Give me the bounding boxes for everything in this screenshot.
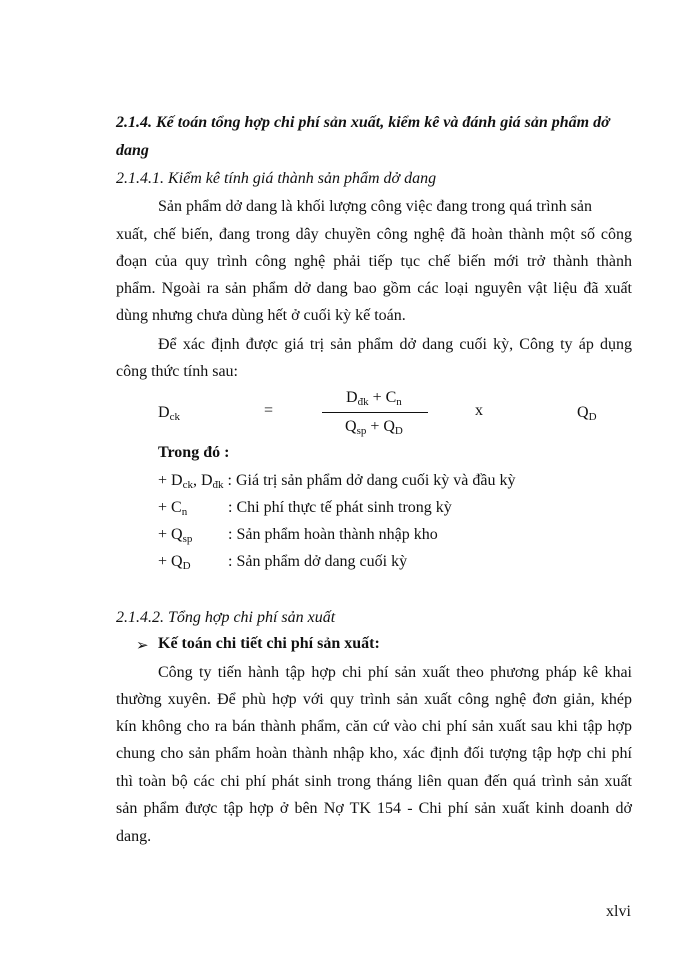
subsection-title-1: 2.1.4.1. Kiểm kê tính giá thành sản phẩm dở dang	[116, 170, 437, 187]
para3-line7: dang.	[116, 828, 152, 845]
subsection-title-2: 2.1.4.2. Tổng hợp chi phí sản xuất	[116, 609, 336, 626]
where-item-qd-desc: : Sản phẩm dở dang cuối kỳ	[228, 553, 408, 570]
formula-times: x	[475, 402, 483, 419]
where-item-cn-desc: : Chi phí thực tế phát sinh trong kỳ	[228, 499, 452, 516]
bullet-title: Kế toán chi tiết chi phí sản xuất:	[158, 635, 380, 652]
page-number: xlvi	[606, 903, 631, 920]
para3-line4: chung cho sản phẩm hoàn thành nhập kho, xác định đối tượng tập hợp chi phí	[116, 745, 632, 762]
section-heading-line2: dang	[116, 142, 149, 159]
formula-rhs: $Q_D$	[577, 404, 597, 423]
formula-numerator: $D_{đk} + C_n$	[346, 389, 402, 408]
where-item-qsp-desc: : Sản phẩm hoàn thành nhập kho	[228, 526, 438, 543]
para3-line2: thường xuyên. Để phù hợp với quy trình sản xuất công nghệ đơn giản, khép	[116, 691, 632, 708]
where-title: Trong đó :	[158, 444, 230, 461]
where-item-qsp-symbol: + $Q_{sp}$	[158, 526, 193, 545]
arrow-bullet-icon: ➢	[136, 638, 149, 654]
para3-line3: kín không cho ra bán thành phẩm, căn cứ vào chi phí sản xuất sau khi tập hợp	[116, 718, 632, 735]
formula-lhs: $D_{ck}$	[158, 404, 180, 423]
where-item-qd-symbol: + $Q_D$	[158, 553, 191, 572]
para1-line3: đoạn của quy trình công nghệ phải tiếp tục chế biến mới trở thành thành	[116, 253, 632, 270]
where-item-cn-symbol: + $C_n$	[158, 499, 188, 518]
section-heading-line1: 2.1.4. Kế toán tổng hợp chi phí sản xuất, kiểm kê và đánh giá sản phẩm dở	[116, 114, 610, 131]
para3-line1: Công ty tiến hành tập hợp chi phí sản xuất theo phương pháp kê khai	[158, 664, 632, 681]
para2-line2: công thức tính sau:	[116, 363, 238, 380]
para3-line6: sản phẩm được tập hợp ở bên Nợ TK 154 - Chi phí sản xuất kinh doanh dở	[116, 800, 632, 817]
formula-equals: =	[264, 402, 274, 419]
para2-line1: Để xác định được giá trị sản phẩm dở dang cuối kỳ, Công ty áp dụng	[158, 336, 632, 353]
para1-line1: Sản phẩm dở dang là khối lượng công việc đang trong quá trình sản	[158, 198, 592, 215]
para1-line4: phẩm. Ngoài ra sản phẩm dở dang bao gồm các loại nguyên vật liệu đã xuất	[116, 280, 632, 297]
formula-denominator: $Q_{sp} + Q_D$	[345, 418, 403, 437]
para3-line5: thì toàn bộ các chi phí phát sinh trong tháng liên quan đến quá trình sản xuất	[116, 773, 632, 790]
para1-line2: xuất, chế biến, đang trong dây chuyền công nghệ đã hoàn thành một số công	[116, 226, 632, 243]
fraction-bar	[322, 412, 428, 413]
where-item-dck: + $D_{ck}$, $D_{đk}$ : Giá trị sản phẩm dở dang cuối kỳ và đầu kỳ	[158, 472, 516, 491]
para1-line5: dùng nhưng chưa dùng hết ở cuối kỳ kế toán.	[116, 307, 406, 324]
